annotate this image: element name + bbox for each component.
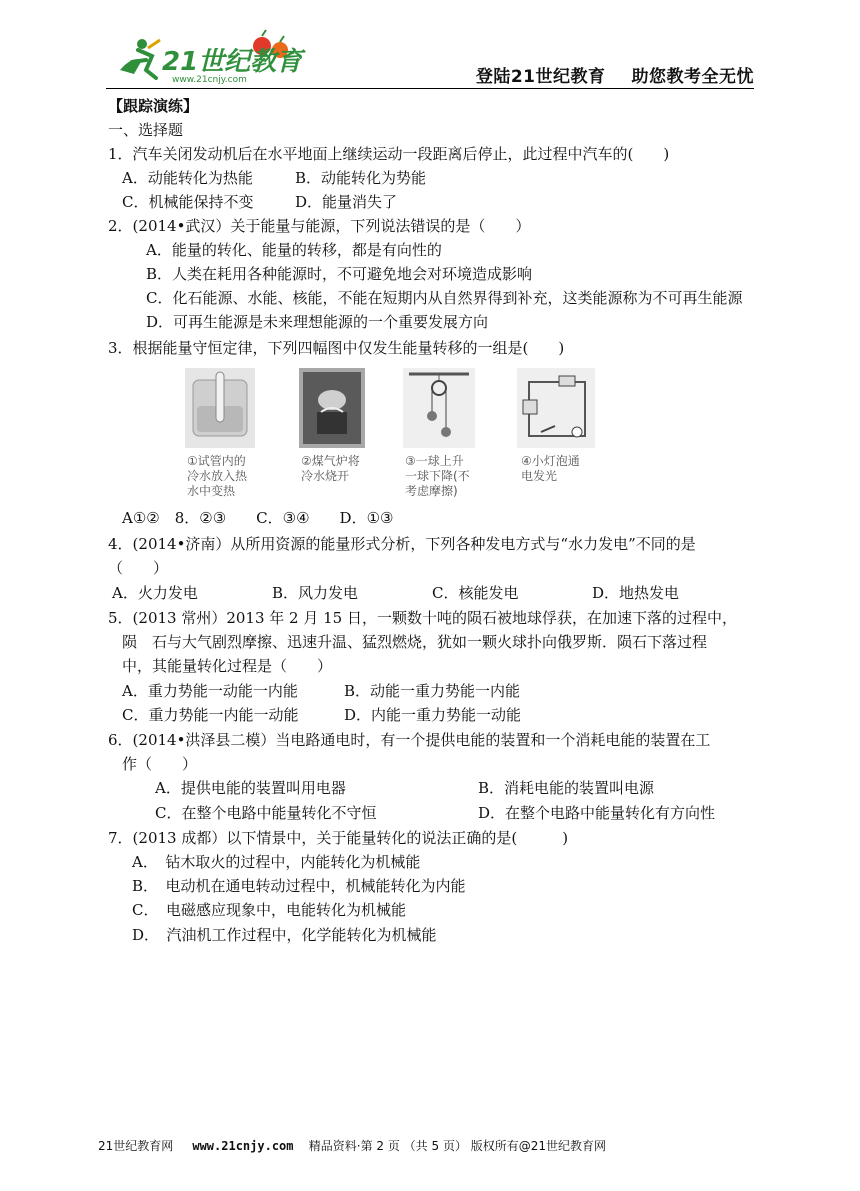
slogan-motto: 助您教考全无忧 [631,67,754,87]
question-3-options: A①② 8．②③ C．③④ D．①③ [122,509,394,527]
question-5-stem-cont: 陨 石与大气剧烈摩擦、迅速升温、猛烈燃烧，犹如一颗火球扑向俄罗斯．陨石下落过程 [122,633,708,651]
question-1-stem: 1．汽车关闭发动机后在水平地面上继续运动一段距离后停止，此过程中汽车的( ) [108,145,670,163]
question-2-option-b: B．人类在耗用各种能源时，不可避免地会对环境造成影响 [146,265,533,283]
question-4-stem: 4．(2014•济南）从所用资源的能量形式分析，下列各种发电方式与“水力发电”不同的是 [108,535,696,553]
question-1-option-c: C．机械能保持不变 [122,193,254,211]
figure-1-image [183,366,257,450]
slogan-login: 登陆21世纪教育 [475,67,606,87]
question-7-option-a: A． 钻木取火的过程中，内能转化为机械能 [132,853,421,871]
question-4-option-d: D．地热发电 [592,584,680,602]
question-6-option-b: B．消耗电能的装置叫电源 [478,779,655,797]
figure-4-image [515,366,597,450]
svg-text:21世纪教育: 21世纪教育 [162,47,303,77]
question-6-option-c: C．在整个电路中能量转化不守恒 [155,804,377,822]
footer-url[interactable]: www.21cnjy.com [192,1139,294,1153]
question-7-stem: 7．(2013 成都）以下情景中，关于能量转化的说法正确的是( ) [108,829,569,847]
question-5-stem-cont-2: 中，其能量转化过程是（ ） [122,657,333,675]
section-title: 【跟踪演练】 [108,97,199,115]
question-7-option-c: C． 电磁感应现象中，电能转化为机械能 [132,901,406,919]
question-1-option-b: B．动能转化为势能 [295,169,427,187]
header-divider [106,88,754,89]
header-slogan [476,62,754,87]
question-4-option-a: A．火力发电 [112,584,198,602]
question-2-stem: 2．(2014•武汉）关于能量与能源，下列说法错误的是（ ） [108,217,531,235]
question-5-stem: 5．(2013 常州）2013 年 2 月 15 日，一颗数十吨的陨石被地球俘获，在加速下落的过程中， [108,609,737,627]
question-5-option-c: C．重力势能一内能一动能 [122,706,299,724]
footer-page-info: 精品资料·第 2 页 （共 5 页） 版权所有@21世纪教育网 [308,1139,607,1153]
question-4-option-c: C．核能发电 [432,584,519,602]
figure-3-image [401,366,477,450]
question-6-option-a: A．提供电能的装置叫用电器 [155,779,346,797]
question-7-option-d: D． 汽油机工作过程中，化学能转化为机械能 [132,926,437,944]
question-2-option-d: D．可再生能源是未来理想能源的一个重要发展方向 [146,313,489,331]
question-2-option-a: A．能量的转化、能量的转移，都是有向性的 [146,241,442,259]
svg-text:www.21cnjy.com: www.21cnjy.com [172,75,247,85]
figure-2-gas-stove: ②煤气炉将 冷水烧开 [297,366,367,500]
question-3-stem: 3．根据能量守恒定律，下列四幅图中仅发生能量转移的一组是( ) [108,339,565,357]
question-5-option-b: B．动能一重力势能一内能 [344,682,521,700]
figure-4-light-bulb-circuit: ④小灯泡通 电发光 [515,366,597,500]
question-4-stem-cont: （ ） [108,559,169,577]
figure-3-pulley: ③一球上升 一球下降(不 考虑摩擦) [401,366,477,500]
question-2-option-c: C．化石能源、水能、核能，不能在短期内从自然界得到补充，这类能源称为不可再生能源 [146,289,743,307]
figure-1-test-tube: ①试管内的 冷水放入热 水中变热 [183,366,257,500]
question-6-stem-cont: 作（ ） [122,755,198,773]
page-footer [98,1137,606,1154]
question-5-option-a: A．重力势能一动能一内能 [122,682,298,700]
question-4-option-b: B．风力发电 [272,584,359,602]
question-7-option-b: B． 电动机在通电转动过程中，机械能转化为内能 [132,877,466,895]
question-6-stem: 6．(2014•洪泽县二模）当电路通电时，有一个提供电能的装置和一个消耗电能的装置在工 [108,731,711,749]
question-1-option-a: A．动能转化为热能 [122,169,253,187]
footer-site: 21世纪教育网 [98,1139,174,1153]
logo-graphic [112,26,312,88]
figure-2-image [297,366,367,450]
site-logo [112,26,312,88]
question-1-option-d: D．能量消失了 [295,193,398,211]
part-title: 一、选择题 [108,121,184,139]
question-5-option-d: D．内能一重力势能一动能 [344,706,522,724]
question-6-option-d: D．在整个电路中能量转化有方向性 [478,804,716,822]
